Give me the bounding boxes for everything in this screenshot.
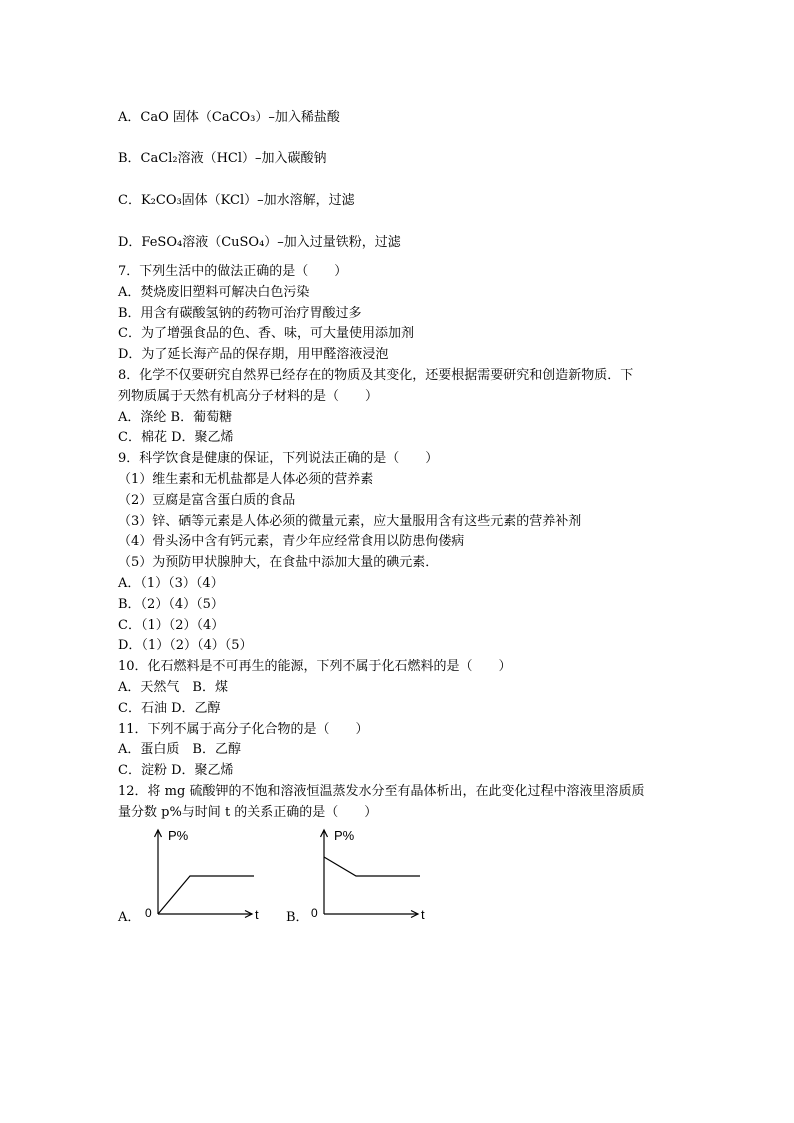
q11-options-cd: C．淀粉 D．聚乙烯 — [118, 763, 234, 778]
chart-b-x-label: t — [421, 907, 425, 922]
q7-option-b: B．用含有碳酸氢钠的药物可治疗胃酸过多 — [118, 306, 362, 321]
chart-b-y-label: P% — [334, 828, 355, 843]
q12-stem-line2: 量分数 p%与时间 t 的关系正确的是（ ） — [118, 805, 378, 820]
q12-option-b-label: B． — [286, 910, 309, 925]
q6-option-a: A．CaO 固体（CaCO₃）–加入稀盐酸 — [118, 110, 340, 125]
q8-stem-line1: 8．化学不仅要研究自然界已经存在的物质及其变化，还要根据需要研究和创造新物质．下 — [118, 368, 634, 383]
q11-stem: 11．下列不属于高分子化合物的是（ ） — [118, 722, 369, 737]
chart-b-origin-label: 0 — [311, 906, 318, 920]
q12-option-a-label: A． — [118, 910, 141, 925]
q9-statement-1: （1）维生素和无机盐都是人体必须的营养素 — [118, 472, 374, 487]
chart-b-svg — [306, 822, 436, 922]
q6-option-c: C．K₂CO₃固体（KCl）–加水溶解，过滤 — [118, 193, 355, 208]
q9-statement-5: （5）为预防甲状腺肿大，在食盐中添加大量的碘元素． — [118, 555, 439, 570]
q11-options-ab: A．蛋白质 B．乙醇 — [118, 742, 241, 757]
q12-stem-line1: 12．将 mg 硫酸钾的不饱和溶液恒温蒸发水分至有晶体析出，在此变化过程中溶液里溶质质 — [118, 784, 645, 799]
q9-option-b: B．（2）（4）（5） — [118, 597, 224, 612]
q7-option-d: D．为了延长海产品的保存期，用甲醛溶液浸泡 — [118, 347, 389, 362]
q7-stem: 7．下列生活中的做法正确的是（ ） — [118, 264, 348, 279]
q9-statement-3: （3）锌、硒等元素是人体必须的微量元素，应大量服用含有这些元素的营养补剂 — [118, 514, 582, 529]
q9-option-c: C．（1）（2）（4） — [118, 618, 225, 633]
q8-stem-line2: 列物质属于天然有机高分子材料的是（ ） — [118, 389, 379, 404]
q9-stem: 9．科学饮食是健康的保证，下列说法正确的是（ ） — [118, 451, 439, 466]
q7-option-a: A．焚烧废旧塑料可解决白色污染 — [118, 285, 310, 300]
q10-options-cd: C．石油 D．乙醇 — [118, 701, 221, 716]
chart-a-series-line — [158, 876, 254, 914]
q9-statement-2: （2）豆腐是富含蛋白质的食品 — [118, 493, 296, 508]
q8-options-cd: C．棉花 D．聚乙烯 — [118, 430, 234, 445]
q7-option-c: C．为了增强食品的色、香、味，可大量使用添加剂 — [118, 326, 414, 341]
chart-a-y-label: P% — [168, 828, 189, 843]
q9-option-a: A．（1）（3）（4） — [118, 576, 224, 591]
q9-statement-4: （4）骨头汤中含有钙元素，青少年应经常食用以防患佝偻病 — [118, 534, 465, 549]
q10-options-ab: A．天然气 B．煤 — [118, 680, 228, 695]
q6-option-d: D．FeSO₄溶液（CuSO₄）–加入过量铁粉，过滤 — [118, 235, 401, 250]
q8-options-ab: A．涤纶 B．葡萄糖 — [118, 410, 233, 425]
chart-b — [306, 822, 436, 922]
q6-option-b: B．CaCl₂溶液（HCl）–加入碳酸钠 — [118, 151, 327, 166]
chart-b-series-line — [324, 857, 420, 876]
q9-option-d: D．（1）（2）（4）（5） — [118, 638, 253, 653]
q10-stem: 10．化石燃料是不可再生的能源，下列不属于化石燃料的是（ ） — [118, 659, 512, 674]
chart-a-svg — [140, 822, 270, 922]
chart-a-origin-label: 0 — [145, 906, 152, 920]
chart-a-x-label: t — [255, 907, 259, 922]
chart-a — [140, 822, 270, 922]
